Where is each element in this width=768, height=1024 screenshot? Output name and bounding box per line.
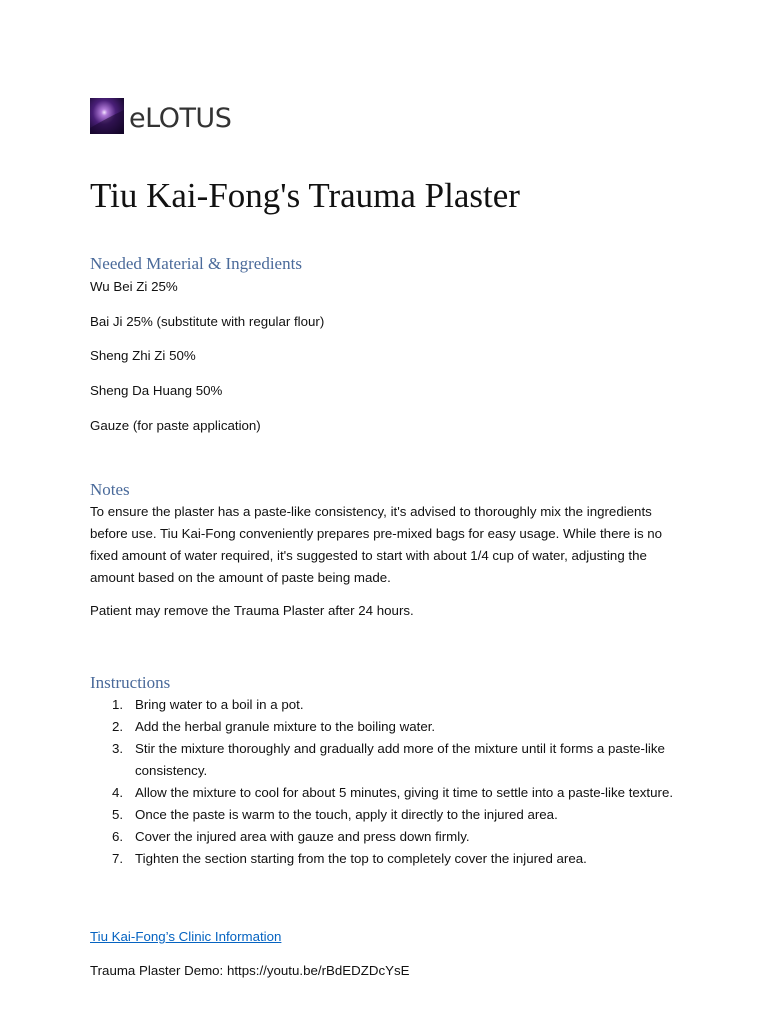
step-text: Once the paste is warm to the touch, apply it directly to the injured area.	[135, 807, 558, 822]
instruction-step	[90, 848, 690, 870]
demo-line: Trauma Plaster Demo: https://youtu.be/rBdEDZDcYsE	[90, 963, 410, 978]
step-text: Stir the mixture thoroughly and gradually add more of the mixture until it forms a paste-like consistency.	[135, 741, 665, 778]
step-text: Add the herbal granule mixture to the boiling water.	[135, 719, 436, 734]
instruction-step	[90, 738, 690, 782]
clinic-information-link[interactable]: Tiu Kai-Fong’s Clinic Information	[90, 929, 282, 944]
step-text: Cover the injured area with gauze and press down firmly.	[135, 829, 470, 844]
lotus-logo-icon	[90, 98, 124, 134]
step-number: 2.	[112, 719, 124, 734]
elotus-logo	[90, 96, 231, 134]
notes-heading: Notes	[90, 480, 130, 499]
step-number: 6.	[112, 829, 124, 844]
ingredient-item: Wu Bei Zi 25%	[90, 279, 178, 294]
ingredient-item: Sheng Da Huang 50%	[90, 383, 223, 398]
ingredient-item: Gauze (for paste application)	[90, 418, 261, 433]
step-number: 1.	[112, 697, 124, 712]
step-number: 4.	[112, 785, 124, 800]
instructions-heading: Instructions	[90, 673, 171, 692]
notes-paragraph: To ensure the plaster has a paste-like consistency, it's advised to thoroughly mix the ingredients before use. Tiu Kai-Fong conveniently prepares pre-mixed bags for easy usage. While there is no fixed amount of water required, it's suggested to start with about 1/4 cup of water, adjusting the amount based on the amount of paste being made.	[90, 504, 663, 585]
step-text: Bring water to a boil in a pot.	[135, 697, 304, 712]
ingredient-item: Bai Ji 25% (substitute with regular flour)	[90, 314, 325, 329]
logo-wordmark: eLOTUS	[129, 103, 232, 134]
step-number: 7.	[112, 851, 124, 866]
step-number: 3.	[112, 741, 124, 756]
removal-note: Patient may remove the Trauma Plaster after 24 hours.	[90, 603, 414, 618]
page-title: Tiu Kai-Fong's Trauma Plaster	[90, 176, 520, 215]
instructions-list	[90, 694, 690, 870]
ingredient-item: Sheng Zhi Zi 50%	[90, 348, 196, 363]
step-text: Allow the mixture to cool for about 5 minutes, giving it time to settle into a paste-like texture.	[135, 785, 674, 800]
instruction-step	[90, 804, 690, 826]
instruction-step	[90, 826, 690, 848]
step-text: Tighten the section starting from the top to completely cover the injured area.	[135, 851, 587, 866]
instruction-step	[90, 716, 690, 738]
instruction-step	[90, 782, 690, 804]
instruction-step	[90, 694, 690, 716]
ingredients-heading: Needed Material & Ingredients	[90, 254, 302, 273]
step-number: 5.	[112, 807, 124, 822]
